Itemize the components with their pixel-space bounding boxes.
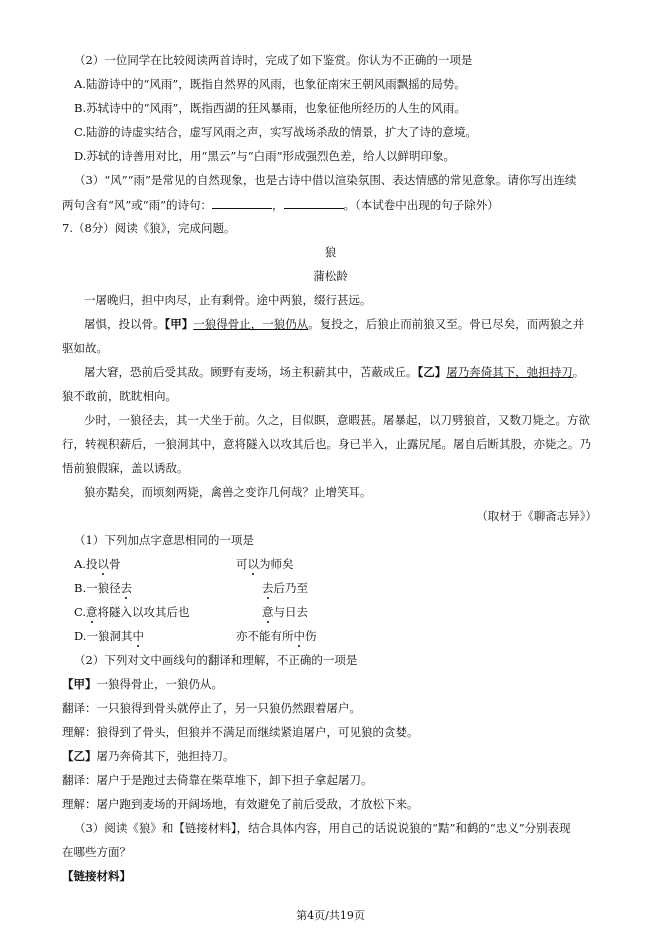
q2-stem: （2）一位同学在比较阅读两首诗时，完成了如下鉴赏。你认为不正确的一项是 <box>74 53 473 67</box>
label-jia: 【甲】 <box>164 317 194 331</box>
option-d-left-pre: D.一狼洞其 <box>74 629 133 643</box>
option-b-right-post: 后乃至 <box>273 581 308 595</box>
option-c-left-dotted: 意 <box>86 605 98 619</box>
source-note: （取材于《聊斋志异》） <box>476 509 597 523</box>
poem-author: 蒲松龄 <box>313 269 348 283</box>
option-a-right-dotted: 以 <box>247 557 259 571</box>
option-b-right-dotted: 去 <box>262 581 274 595</box>
s2-yi-translation: 翻译：屠户于是跑过去倚靠在柴草堆下，卸下担子拿起屠刀。 <box>62 773 373 787</box>
option-a-left-dotted: 以 <box>97 557 109 571</box>
s2-jia-text: 一狼得骨止，一狼仍从。 <box>96 677 223 691</box>
q2-option-a: A.陆游诗中的“风雨”，既指自然界的风雨，也象征南宋王朝风雨飘摇的局势。 <box>74 77 466 91</box>
option-a-left-pre: A.投 <box>74 557 98 571</box>
paragraph-4-line-3: 悟前狼假寐，盖以诱敌。 <box>62 461 189 475</box>
option-d-right-pre: 亦不能有所 <box>236 629 294 643</box>
option-b-left <box>74 580 132 596</box>
option-d-right-dotted: 中 <box>293 629 305 643</box>
option-c-right <box>262 604 308 620</box>
q3-note: 。（本试卷中出现的句子除外） <box>343 198 499 212</box>
option-b-left-pre: B.一狼径 <box>74 581 121 595</box>
page-footer: 第4页/共19页 <box>296 909 365 922</box>
paragraph-3-start: 屠大窘，恐前后受其敌。顾野有麦场，场主积薪其中，苫蔽成丘。 <box>84 365 418 379</box>
s2-jia-translation: 翻译：一只狼得到骨头就停止了，另一只狼仍然跟着屠户。 <box>62 701 361 715</box>
underlined-jia: 一狼得骨止，一狼仍从 <box>193 317 309 331</box>
s2-yi-understanding: 理解：屠户跑到麦场的开阔场地，有效避免了前后受敌，才放松下来。 <box>62 797 419 811</box>
paragraph-3-line-1 <box>84 364 584 380</box>
q3-prompt: 两句含有“风”或“雨”的诗句： <box>62 198 213 212</box>
s3-line-2: 在哪些方面？ <box>62 845 131 859</box>
paragraph-2-start: 屠惧，投以骨。 <box>84 317 165 331</box>
q7-heading: 7.（8分）阅读《狼》，完成问题。 <box>62 221 236 235</box>
label-yi: 【乙】 <box>417 365 447 379</box>
paragraph-2-line-1 <box>84 316 584 332</box>
answer-blank-1[interactable] <box>212 196 272 209</box>
option-a-right-post: 为师矣 <box>259 557 294 571</box>
s2-label-yi: 【乙】 <box>62 749 97 763</box>
s2-label-jia: 【甲】 <box>62 677 97 691</box>
answer-blank-2[interactable] <box>284 196 344 209</box>
option-d-left <box>74 628 144 644</box>
option-b-right <box>262 580 308 596</box>
paragraph-4-line-2: 行，转视积薪后，一狼洞其中，意将隧入以攻其后也。身已半入，止露尻尾。屠自后断其股，亦毙之。乃 <box>62 437 591 451</box>
paragraph-2-mid: 。复投之，后狼止而前狼又至。骨已尽矣，而两狼之并 <box>308 317 585 331</box>
option-b-left-dotted: 去 <box>120 581 133 595</box>
option-c-left-pre: C. <box>74 605 87 619</box>
paragraph-3-line-2: 狼不敢前，眈眈相向。 <box>62 389 177 403</box>
s2-jia-understanding: 理解：狼得到了骨头，但狼并不满足而继续紧追屠户，可见狼的贪婪。 <box>62 725 419 739</box>
option-c-left <box>74 604 190 620</box>
paragraph-5: 狼亦黠矣，而顷刻两毙，禽兽之变诈几何哉？止增笑耳。 <box>84 485 372 499</box>
s1-stem: （1）下列加点字意思相同的一项是 <box>74 533 254 547</box>
underlined-yi: 屠乃奔倚其下，弛担持刀 <box>446 365 573 379</box>
option-a-right-pre: 可 <box>236 557 248 571</box>
option-d-right-post: 伤 <box>305 629 317 643</box>
q3-line-2 <box>62 196 499 213</box>
q2-option-b: B.苏轼诗中的“风雨”，既指西湖的狂风暴雨，也象征他所经历的人生的风雨。 <box>74 101 466 115</box>
s2-yi-line <box>62 748 235 764</box>
paragraph-2-line-2: 驱如故。 <box>62 341 108 355</box>
s2-jia-line <box>62 676 223 692</box>
option-c-left-post: 将隧入以攻其后也 <box>97 605 190 619</box>
s2-yi-text: 屠乃奔倚其下，弛担持刀。 <box>96 749 235 763</box>
q2-option-c: C.陆游的诗虚实结合，虚写风雨之声，实写战场杀敌的情景，扩大了诗的意境。 <box>74 125 478 139</box>
s2-stem: （2）下列对文中画线句的翻译和理解，不正确的一项是 <box>74 653 358 667</box>
option-a-left <box>74 556 120 572</box>
option-d-right <box>236 628 317 644</box>
paragraph-3-period: 。 <box>572 365 585 379</box>
option-c-right-post: 与日去 <box>273 605 308 619</box>
q3-separator: ， <box>272 198 284 212</box>
poem-title: 狼 <box>324 245 337 259</box>
s3-line-1: （3）阅读《狼》和【链接材料】，结合具体内容，用自己的话说说狼的“黠”和鹤的“忠义”分别表现 <box>74 821 571 835</box>
option-d-left-dotted: 中 <box>132 629 144 643</box>
q2-option-d: D.苏轼的诗善用对比，用“黑云”与“白雨”形成强烈色差，给人以鲜明印象。 <box>74 149 455 163</box>
option-a-left-post: 骨 <box>108 557 121 571</box>
option-c-right-dotted: 意 <box>262 605 274 619</box>
option-a-right <box>236 556 294 572</box>
q3-line-1: （3）“风”“雨”是常见的自然现象，也是古诗中借以渲染氛围、表达情感的常见意象。请你写出连续 <box>74 173 577 187</box>
paragraph-4-line-1: 少时，一狼径去，其一犬坐于前。久之，目似瞑，意暇甚。屠暴起，以刀劈狼首，又数刀毙之。方欲 <box>84 413 590 427</box>
linked-material-label: 【链接材料】 <box>62 869 131 883</box>
paragraph-1: 一屠晚归，担中肉尽，止有剩骨。途中两狼，缀行甚远。 <box>84 293 372 307</box>
